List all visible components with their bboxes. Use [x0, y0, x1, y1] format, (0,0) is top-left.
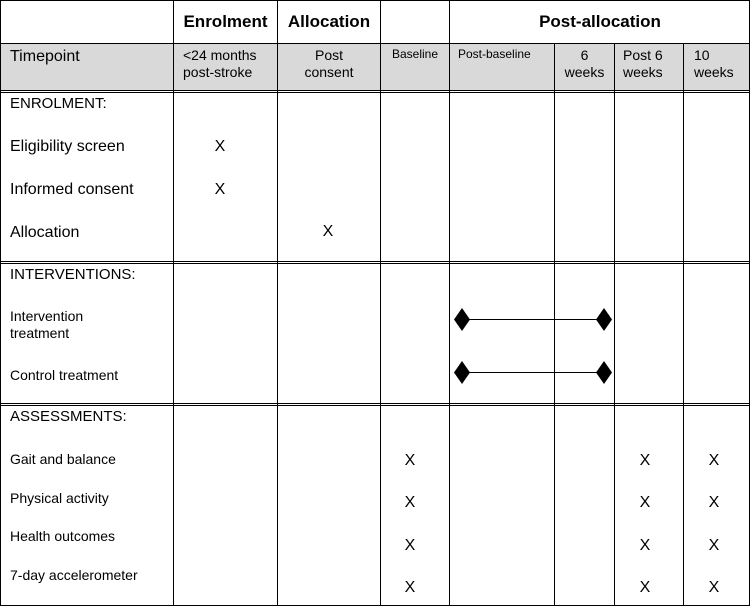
mark-gait-post6w: X	[639, 452, 651, 469]
mark-activity-10w: X	[708, 494, 720, 511]
mark-gait-10w: X	[708, 452, 720, 469]
row-accelerometer: 7-day accelerometer	[10, 567, 138, 583]
timepoint-label: Timepoint	[10, 48, 80, 65]
mark-gait-baseline: X	[404, 452, 416, 469]
start-diamond	[454, 361, 470, 384]
timepoint-allocation: Post consent	[304, 47, 354, 80]
end-diamond	[596, 361, 612, 384]
timepoint-10-weeks: 10 weeks	[694, 47, 734, 80]
mark-health-post6w: X	[639, 537, 651, 554]
mark-activity-baseline: X	[404, 494, 416, 511]
section-enrolment: ENROLMENT:	[10, 95, 107, 112]
header-enrolment: Enrolment	[183, 12, 268, 31]
row-eligibility-screen: Eligibility screen	[10, 138, 125, 155]
mark-accelerometer-baseline: X	[404, 579, 416, 596]
row-health-outcomes: Health outcomes	[10, 528, 116, 544]
row-gait-balance: Gait and balance	[10, 451, 116, 467]
section-assessments: ASSESSMENTS:	[10, 408, 127, 425]
row-control-treatment: Control treatment	[10, 367, 119, 383]
timepoint-post-baseline: Post-baseline	[458, 47, 531, 61]
mark-consent-enrolment: X	[214, 181, 226, 198]
timepoint-6-weeks: 6 weeks	[564, 47, 605, 80]
section-interventions: INTERVENTIONS:	[10, 266, 136, 283]
mark-activity-post6w: X	[639, 494, 651, 511]
mark-allocation-allocation: X	[322, 223, 334, 240]
control-duration-bar	[454, 361, 612, 384]
end-diamond	[596, 308, 612, 331]
timepoint-baseline: Baseline	[391, 47, 439, 61]
mark-health-baseline: X	[404, 537, 416, 554]
mark-accelerometer-post6w: X	[639, 579, 651, 596]
header-allocation: Allocation	[287, 12, 371, 31]
timepoint-post-6-weeks: Post 6 weeks	[623, 47, 663, 80]
intervention-duration-bar	[454, 308, 612, 331]
mark-health-10w: X	[708, 537, 720, 554]
mark-eligibility-enrolment: X	[214, 138, 226, 155]
header-post-allocation: Post-allocation	[539, 12, 661, 31]
row-informed-consent: Informed consent	[10, 181, 134, 198]
start-diamond	[454, 308, 470, 331]
row-intervention-treatment: Intervention treatment	[10, 308, 84, 341]
mark-accelerometer-10w: X	[708, 579, 720, 596]
row-allocation: Allocation	[10, 224, 80, 241]
timepoint-enrolment: <24 months post-stroke	[183, 47, 257, 80]
row-physical-activity: Physical activity	[10, 490, 109, 506]
